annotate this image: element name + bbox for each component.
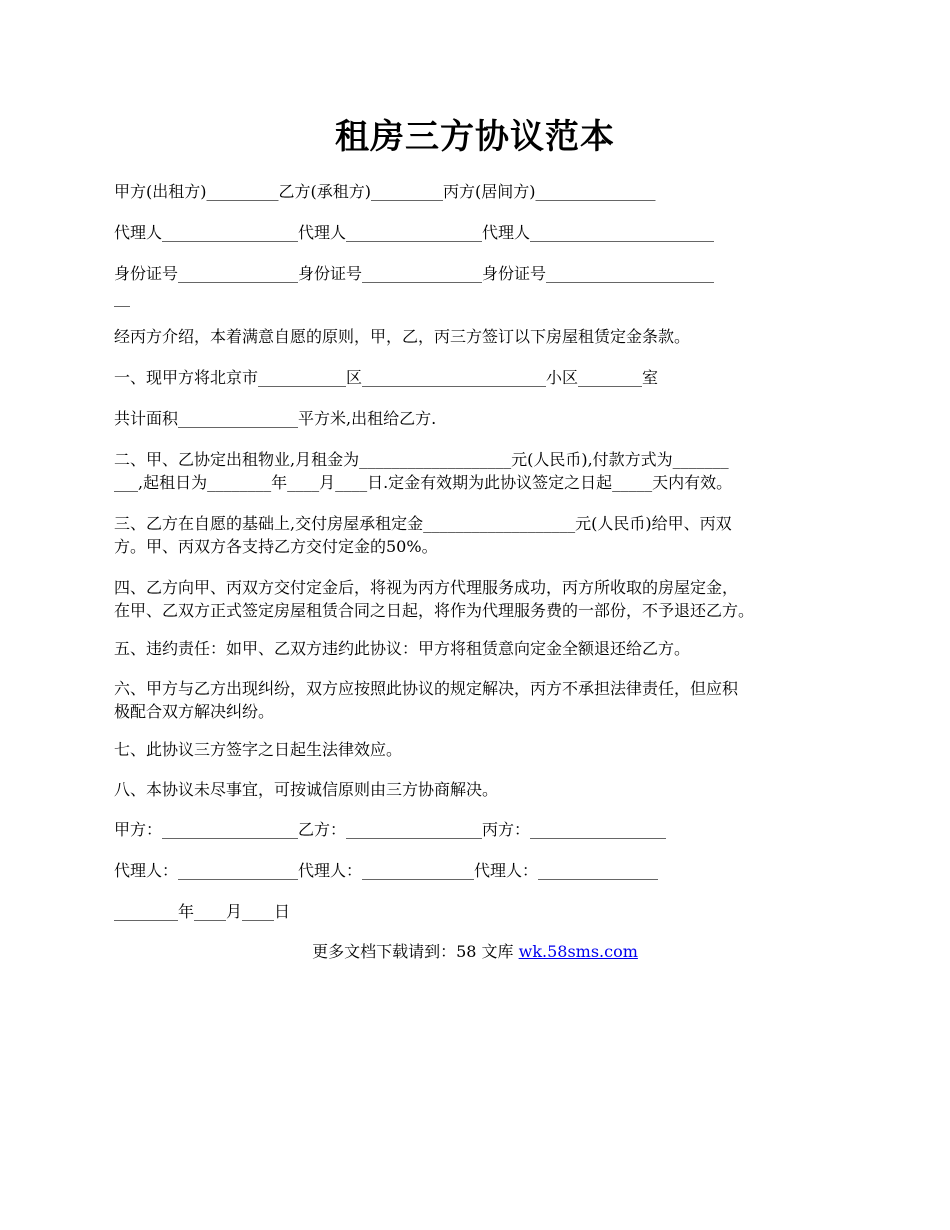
- document-title: 租房三方协议范本: [335, 117, 615, 157]
- intro-paragraph: 经丙方介绍，本着满意自愿的原则，甲，乙，丙三方签订以下房屋租赁定金条款。: [114, 327, 691, 346]
- clause-6-line-1: 六、甲方与乙方出现纠纷，双方应按照此协议的规定解决，丙方不承担法律责任，但应积: [114, 679, 739, 698]
- footer-link[interactable]: wk.58sms.com: [518, 942, 638, 961]
- id-line-continuation: __: [114, 288, 130, 307]
- agent-line: 代理人_________________代理人_________________代理人_______________________: [114, 223, 715, 242]
- clause-7: 七、此协议三方签字之日起生法律效应。: [114, 740, 403, 759]
- clause-4-line-1: 四、乙方向甲、丙双方交付定金后，将视为丙方代理服务成功，丙方所收取的房屋定金，: [114, 578, 739, 597]
- id-line: 身份证号_______________身份证号_______________身份证号_____________________: [114, 264, 715, 283]
- clause-2-line-1: 二、甲、乙协定出租物业,月租金为___________________元(人民币),付款方式为_______: [114, 450, 729, 469]
- footer-note: [0, 940, 950, 964]
- footer-prefix: 更多文档下载请到：58 文库: [312, 942, 519, 961]
- clause-3-line-1: 三、乙方在自愿的基础上,交付房屋承租定金___________________元(人民币)给甲、丙双: [114, 514, 732, 533]
- signature-date: ________年____月____日: [114, 902, 291, 921]
- party-line: 甲方(出租方)_________乙方(承租方)_________丙方(居间方)_______________: [114, 182, 656, 201]
- signature-agents: 代理人：_______________代理人：______________代理人：_______________: [114, 861, 659, 880]
- clause-2-line-2: ___,起租日为________年____月____日.定金有效期为此协议签定之日起_____天内有效。: [114, 473, 733, 492]
- clause-5: 五、违约责任：如甲、乙双方违约此协议：甲方将租赁意向定金全额退还给乙方。: [114, 639, 691, 658]
- clause-3-line-2: 方。甲、丙双方各支持乙方交付定金的50%。: [114, 537, 438, 556]
- clause-1-line-2: 共计面积_______________平方米,出租给乙方.: [114, 409, 437, 428]
- signature-parties: 甲方：_________________乙方：_________________丙方：_________________: [114, 820, 667, 839]
- clause-6-line-2: 极配合双方解决纠纷。: [114, 702, 275, 721]
- clause-8: 八、本协议未尽事宜，可按诚信原则由三方协商解决。: [114, 780, 499, 799]
- clause-4-line-2: 在甲、乙双方正式签定房屋租赁合同之日起，将作为代理服务费的一部份，不予退还乙方。: [114, 601, 755, 620]
- clause-1-line-1: 一、现甲方将北京市___________区_______________________小区________室: [114, 368, 659, 387]
